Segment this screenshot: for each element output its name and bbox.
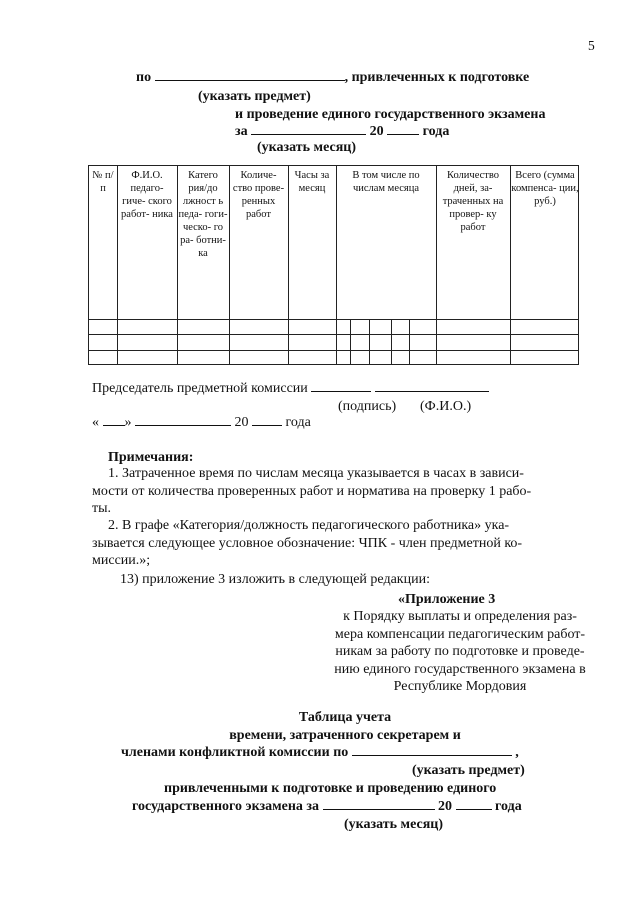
col-header-category: Катего рия/до лжност ь педа- гоги- ческо- го ра- ботни- ка — [178, 170, 228, 259]
col-header-total: Всего (сумма компенса- ции, руб.) — [511, 170, 579, 207]
exam-month-blank — [323, 808, 435, 810]
col-header-days: Количество дней, за- траченных на провер- ку работ — [442, 170, 504, 233]
appendix-line1: к Порядку выплаты и определения раз- — [343, 609, 577, 624]
col-header-works-count: Количе- ство прове- ренных работ — [232, 170, 285, 220]
col-header-hours: Часы за месяц — [294, 170, 330, 194]
date-close-quote: » — [124, 415, 132, 430]
table2-line6 — [132, 799, 522, 815]
note2-line1: 2. В графе «Категория/должность педагогического работника» ука- — [108, 518, 510, 533]
header-month-line — [235, 124, 449, 140]
month-prefix: за — [235, 124, 248, 139]
table2-subject-hint: (указать предмет) — [412, 763, 525, 778]
note1-line3: ты. — [92, 501, 112, 516]
appendix-title: «Приложение 3 — [398, 592, 496, 607]
header-exam-line: и проведение единого государственного экзамена — [235, 107, 546, 122]
header-subject-hint: (указать предмет) — [198, 89, 311, 104]
year-label: 20 — [369, 124, 384, 139]
note1-line1: 1. Затраченное время по числам месяца указывается в часах в зависи- — [108, 466, 524, 481]
appendix-line5: Республике Мордовия — [393, 679, 527, 694]
header-prefix: по — [136, 70, 152, 85]
header-month-hint: (указать месяц) — [257, 140, 356, 155]
notes-title: Примечания: — [108, 450, 194, 465]
compensation-table — [88, 165, 579, 365]
header-suffix: , привлеченных к подготовке — [344, 70, 530, 85]
name-hint: (Ф.И.О.) — [420, 399, 472, 414]
date-year: 20 — [234, 415, 249, 430]
header-line-subject — [136, 70, 529, 86]
appendix-line2: мера компенсации педагогическим работ- — [334, 627, 586, 642]
date-open-quote: « — [92, 415, 99, 430]
page-number: 5 — [588, 38, 595, 53]
signature-hint: (подпись) — [338, 399, 397, 414]
date-line — [92, 415, 311, 431]
subject-blank — [155, 79, 345, 81]
commission-suffix: , — [515, 745, 519, 760]
month-blank — [251, 133, 366, 135]
table2-line2: времени, затраченного секретарем и — [229, 728, 461, 743]
exam-prefix: государственного экзамена за — [132, 799, 320, 814]
date-year-blank — [252, 424, 282, 426]
day-blank — [103, 424, 125, 426]
year-suffix: года — [422, 124, 450, 139]
appendix-line4: нию единого государственного экзамена в — [334, 662, 586, 677]
commission-prefix: членами конфликтной комиссии по — [121, 745, 349, 760]
note2-line2: зывается следующее условное обозначение: ЧПК - член предметной ко- — [92, 536, 523, 551]
col-header-number: № п/ п — [92, 170, 114, 194]
col-header-by-dates: В том числе по числам месяца — [352, 170, 420, 194]
table2-line3 — [121, 745, 519, 761]
commission-subject-blank — [352, 754, 512, 756]
chairman-label: Председатель предметной комиссии — [92, 381, 308, 396]
chairman-line — [92, 381, 489, 397]
table2-month-hint: (указать месяц) — [344, 817, 443, 832]
signature-blank — [311, 390, 371, 392]
item13: 13) приложение 3 изложить в следующей редакции: — [120, 572, 430, 587]
note2-line3: миссии.»; — [92, 553, 151, 568]
table2-title: Таблица учета — [298, 710, 392, 725]
month-date-blank — [135, 424, 231, 426]
appendix-line3: никам за работу по подготовке и проведе- — [335, 644, 585, 659]
name-blank — [375, 390, 489, 392]
note1-line2: мости от количества проверенных работ и норматива на проверку 1 рабо- — [92, 484, 532, 499]
exam-year: 20 — [438, 799, 453, 814]
date-suffix: года — [285, 415, 311, 430]
exam-suffix: года — [495, 799, 522, 814]
table2-line5: привлеченными к подготовке и проведению единого — [164, 781, 497, 796]
col-header-name: Ф.И.О. педаго- гиче- ского работ- ника — [121, 170, 173, 220]
year-blank — [387, 133, 419, 135]
exam-year-blank — [456, 808, 492, 810]
